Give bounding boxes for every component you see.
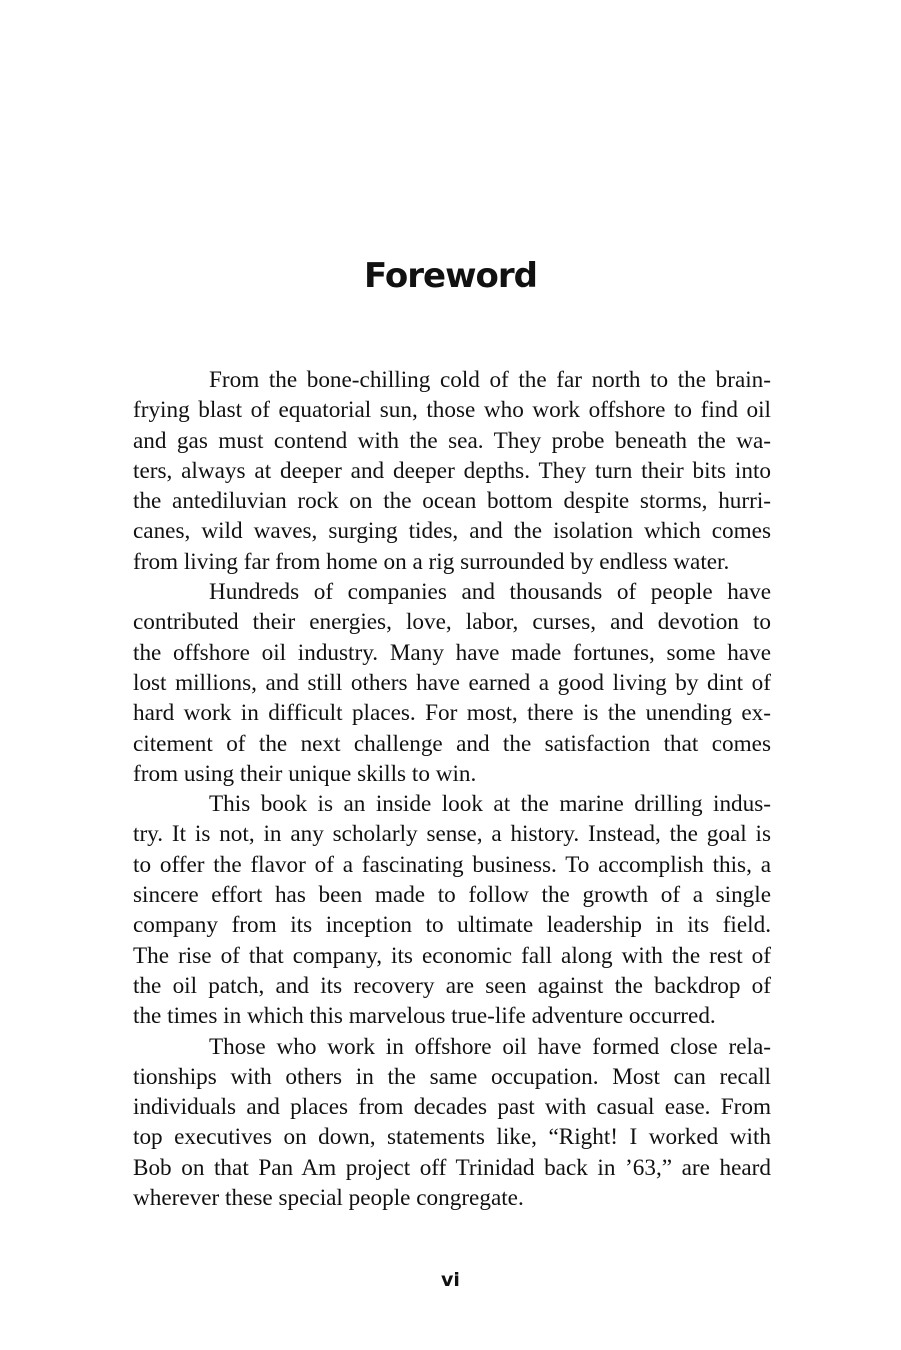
- text-line: to offer the flavor of a fascinating business. To accomplish this, a: [133, 851, 771, 878]
- text-line: individuals and places from decades past with casual ease. From: [133, 1094, 771, 1121]
- text-line: This book is an inside look at the marine drilling indus-: [209, 791, 771, 818]
- text-line: ters, always at deeper and deeper depths. They turn their bits into: [133, 457, 771, 484]
- text-line: Hundreds of companies and thousands of people have: [209, 579, 771, 606]
- text-line: hard work in difficult places. For most, there is the unending ex-: [133, 700, 771, 727]
- paragraph: [133, 365, 771, 577]
- text-line: sincere effort has been made to follow the growth of a single: [133, 882, 771, 909]
- text-line: the offshore oil industry. Many have made fortunes, some have: [133, 639, 771, 666]
- text-line: contributed their energies, love, labor, curses, and devotion to: [133, 609, 771, 636]
- text-line: wherever these special people congregate.: [133, 1185, 524, 1212]
- text-line: from using their unique skills to win.: [133, 760, 477, 787]
- foreword-body: [133, 365, 771, 1213]
- text-line: Bob on that Pan Am project off Trinidad back in ’63,” are heard: [133, 1154, 771, 1181]
- page-number: vi: [441, 1269, 460, 1291]
- text-line: frying blast of equatorial sun, those who work offshore to find oil: [133, 397, 771, 424]
- text-line: lost millions, and still others have earned a good living by dint of: [133, 669, 771, 696]
- paragraph: [133, 1032, 771, 1214]
- text-line: From the bone-chilling cold of the far north to the brain-: [209, 367, 771, 393]
- paragraph: [133, 577, 771, 789]
- text-line: try. It is not, in any scholarly sense, a history. Instead, the goal is: [133, 821, 771, 848]
- text-line: top executives on down, statements like, “Right! I worked with: [133, 1124, 771, 1151]
- paragraph: [133, 789, 771, 1031]
- text-line: Those who work in offshore oil have formed close rela-: [209, 1033, 771, 1060]
- text-line: and gas must contend with the sea. They probe beneath the wa-: [133, 427, 771, 454]
- text-line: the times in which this marvelous true-life adventure occurred.: [133, 1003, 716, 1030]
- text-line: tionships with others in the same occupation. Most can recall: [133, 1063, 771, 1090]
- text-line: canes, wild waves, surging tides, and the isolation which comes: [133, 518, 771, 545]
- text-line: from living far from home on a rig surrounded by endless water.: [133, 548, 730, 575]
- text-line: company from its inception to ultimate leadership in its field.: [133, 912, 771, 939]
- text-line: The rise of that company, its economic fall along with the rest of: [133, 942, 771, 969]
- chapter-title: Foreword: [364, 256, 537, 296]
- text-line: the oil patch, and its recovery are seen against the backdrop of: [133, 972, 771, 999]
- text-line: the antediluvian rock on the ocean bottom despite storms, hurri-: [133, 488, 771, 515]
- text-line: citement of the next challenge and the satisfaction that comes: [133, 730, 771, 757]
